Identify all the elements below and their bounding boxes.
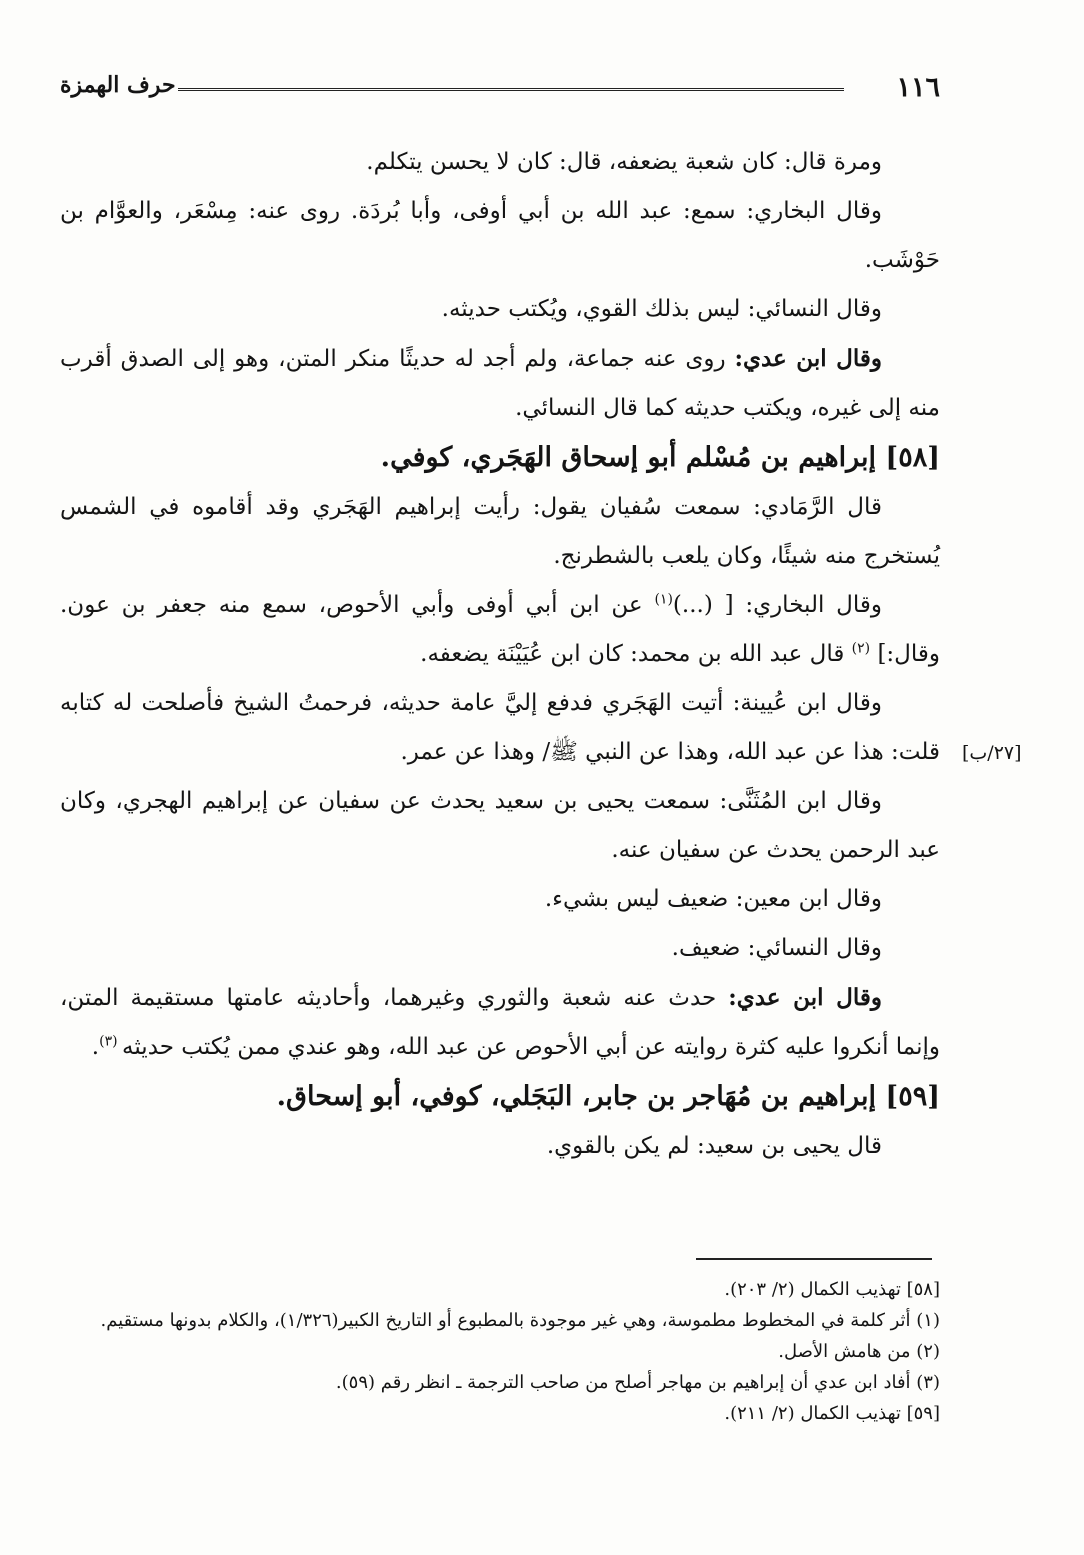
footnote: [٥٨] تهذيب الكمال (٢/ ٢٠٣). (724, 1279, 940, 1300)
paragraph-text: قال يحيى بن سعيد: لم يكن بالقوي. (546, 1133, 882, 1159)
paragraph-text: قال الرَّمَادي: سمعت سُفيان يقول: رأيت إبراهيم الهَجَري وقد أقاموه في الشمس يُستخرج منه شيئًا، وكان يلعب بالشطرنج. (60, 494, 940, 569)
paragraph-lead: وقال ابن عدي: (734, 345, 882, 372)
paragraph-lead: وقال ابن عدي: (728, 984, 882, 1011)
paragraph-text: . (91, 1034, 100, 1060)
paragraph (60, 875, 940, 924)
entry-number: [٥٨] (885, 442, 940, 473)
paragraph (60, 285, 940, 334)
header-rule (178, 88, 844, 91)
margin-folio-note: [٢٧/ب] (962, 742, 1022, 764)
paragraph (60, 581, 940, 679)
footnote: (٢) من هامش الأصل. (778, 1341, 940, 1362)
footnote: (٣) أفاد ابن عدي أن إبراهيم بن مهاجر أصلح من صاحب الترجمة ـ انظر رقم (٥٩). (335, 1372, 940, 1393)
paragraph (60, 187, 940, 285)
paragraph (60, 483, 940, 581)
footnote-ref: (١) (654, 591, 673, 608)
footnote: (١) أثر كلمة في المخطوط مطموسة، وهي غير موجودة بالمطبوع أو التاريخ الكبير(١/٣٢٦)، والكلام بدونها مستقيم. (100, 1310, 940, 1331)
page-header (60, 72, 940, 112)
entry-title: إبراهيم بن مُهَاجر بن جابر، البَجَلي، كوفي، أبو إسحاق. (276, 1081, 886, 1112)
footnote: [٥٩] تهذيب الكمال (٢/ ٢١١). (724, 1403, 940, 1424)
paragraph-text: ومرة قال: كان شعبة يضعفه، قال: كان لا يحسن يتكلم. (366, 149, 882, 175)
paragraph-text: وقال البخاري: [ (...) (672, 592, 882, 618)
paragraph-text: روى عنه جماعة، ولم أجد له حديثًا منكر المتن، وهو إلى الصدق أقرب منه إلى غيره، ويكتب حديثه كما قال النسائي. (60, 346, 940, 421)
paragraph-text: حدث عنه شعبة والثوري وغيرهما، وأحاديثه عامتها مستقيمة المتن، وإنما أنكروا عليه كثرة روايته عن أبي الأحوص عن عبد الله، وهو عندي ممن يُكتب حديثه (60, 985, 940, 1060)
paragraph-text: وقال النسائي: ليس بذلك القوي، ويُكتب حديثه. (441, 296, 882, 322)
entry-number: [٥٩] (885, 1081, 940, 1112)
paragraph (60, 679, 940, 777)
entry-heading (60, 433, 940, 483)
main-text (60, 138, 940, 1171)
paragraph-text: وقال البخاري: سمع: عبد الله بن أبي أوفى، وأبا بُردَة. روى عنه: مِسْعَر، والعوَّام بن حَوْشَب. (60, 198, 940, 273)
paragraph-text: قال عبد الله بن محمد: كان ابن عُيَيْنَة يضعفه. (420, 641, 852, 667)
footnote-ref: (٣) (99, 1033, 123, 1050)
paragraph (60, 334, 940, 433)
paragraph (60, 138, 940, 187)
paragraph (60, 973, 940, 1072)
page-number: ١١٦ (896, 72, 940, 103)
paragraph-text: وقال ابن عُيينة: أتيت الهَجَري فدفع إليَّ عامة حديثه، فرحمتُ الشيخ فأصلحت له كتابه قلت: هذا عن عبد الله، وهذا عن النبي ﷺ/ وهذا عن عمر. (60, 690, 940, 765)
paragraph-text: وقال ابن معين: ضعيف ليس بشيء. (544, 886, 882, 912)
entry-title: إبراهيم بن مُسْلم أبو إسحاق الهَجَري، كوفي. (380, 442, 886, 473)
footnote-rule (696, 1258, 932, 1260)
paragraph-text: عن ابن أبي أوفى وأبي الأحوص، سمع منه جعفر بن عون. وقال:] (60, 592, 940, 667)
paragraph (60, 1122, 940, 1171)
entry-heading (60, 1072, 940, 1122)
paragraph-text: وقال النسائي: ضعيف. (671, 935, 882, 961)
paragraph (60, 924, 940, 973)
paragraph (60, 777, 940, 875)
footnote-ref: (٢) (851, 640, 871, 657)
paragraph-text: وقال ابن المُثَنَّى: سمعت يحيى بن سعيد يحدث عن سفيان عن إبراهيم الهجري، وكان عبد الرحمن يحدث عن سفيان عنه. (60, 788, 940, 863)
footnotes (60, 1274, 940, 1429)
running-title: حرف الهمزة (60, 72, 176, 98)
